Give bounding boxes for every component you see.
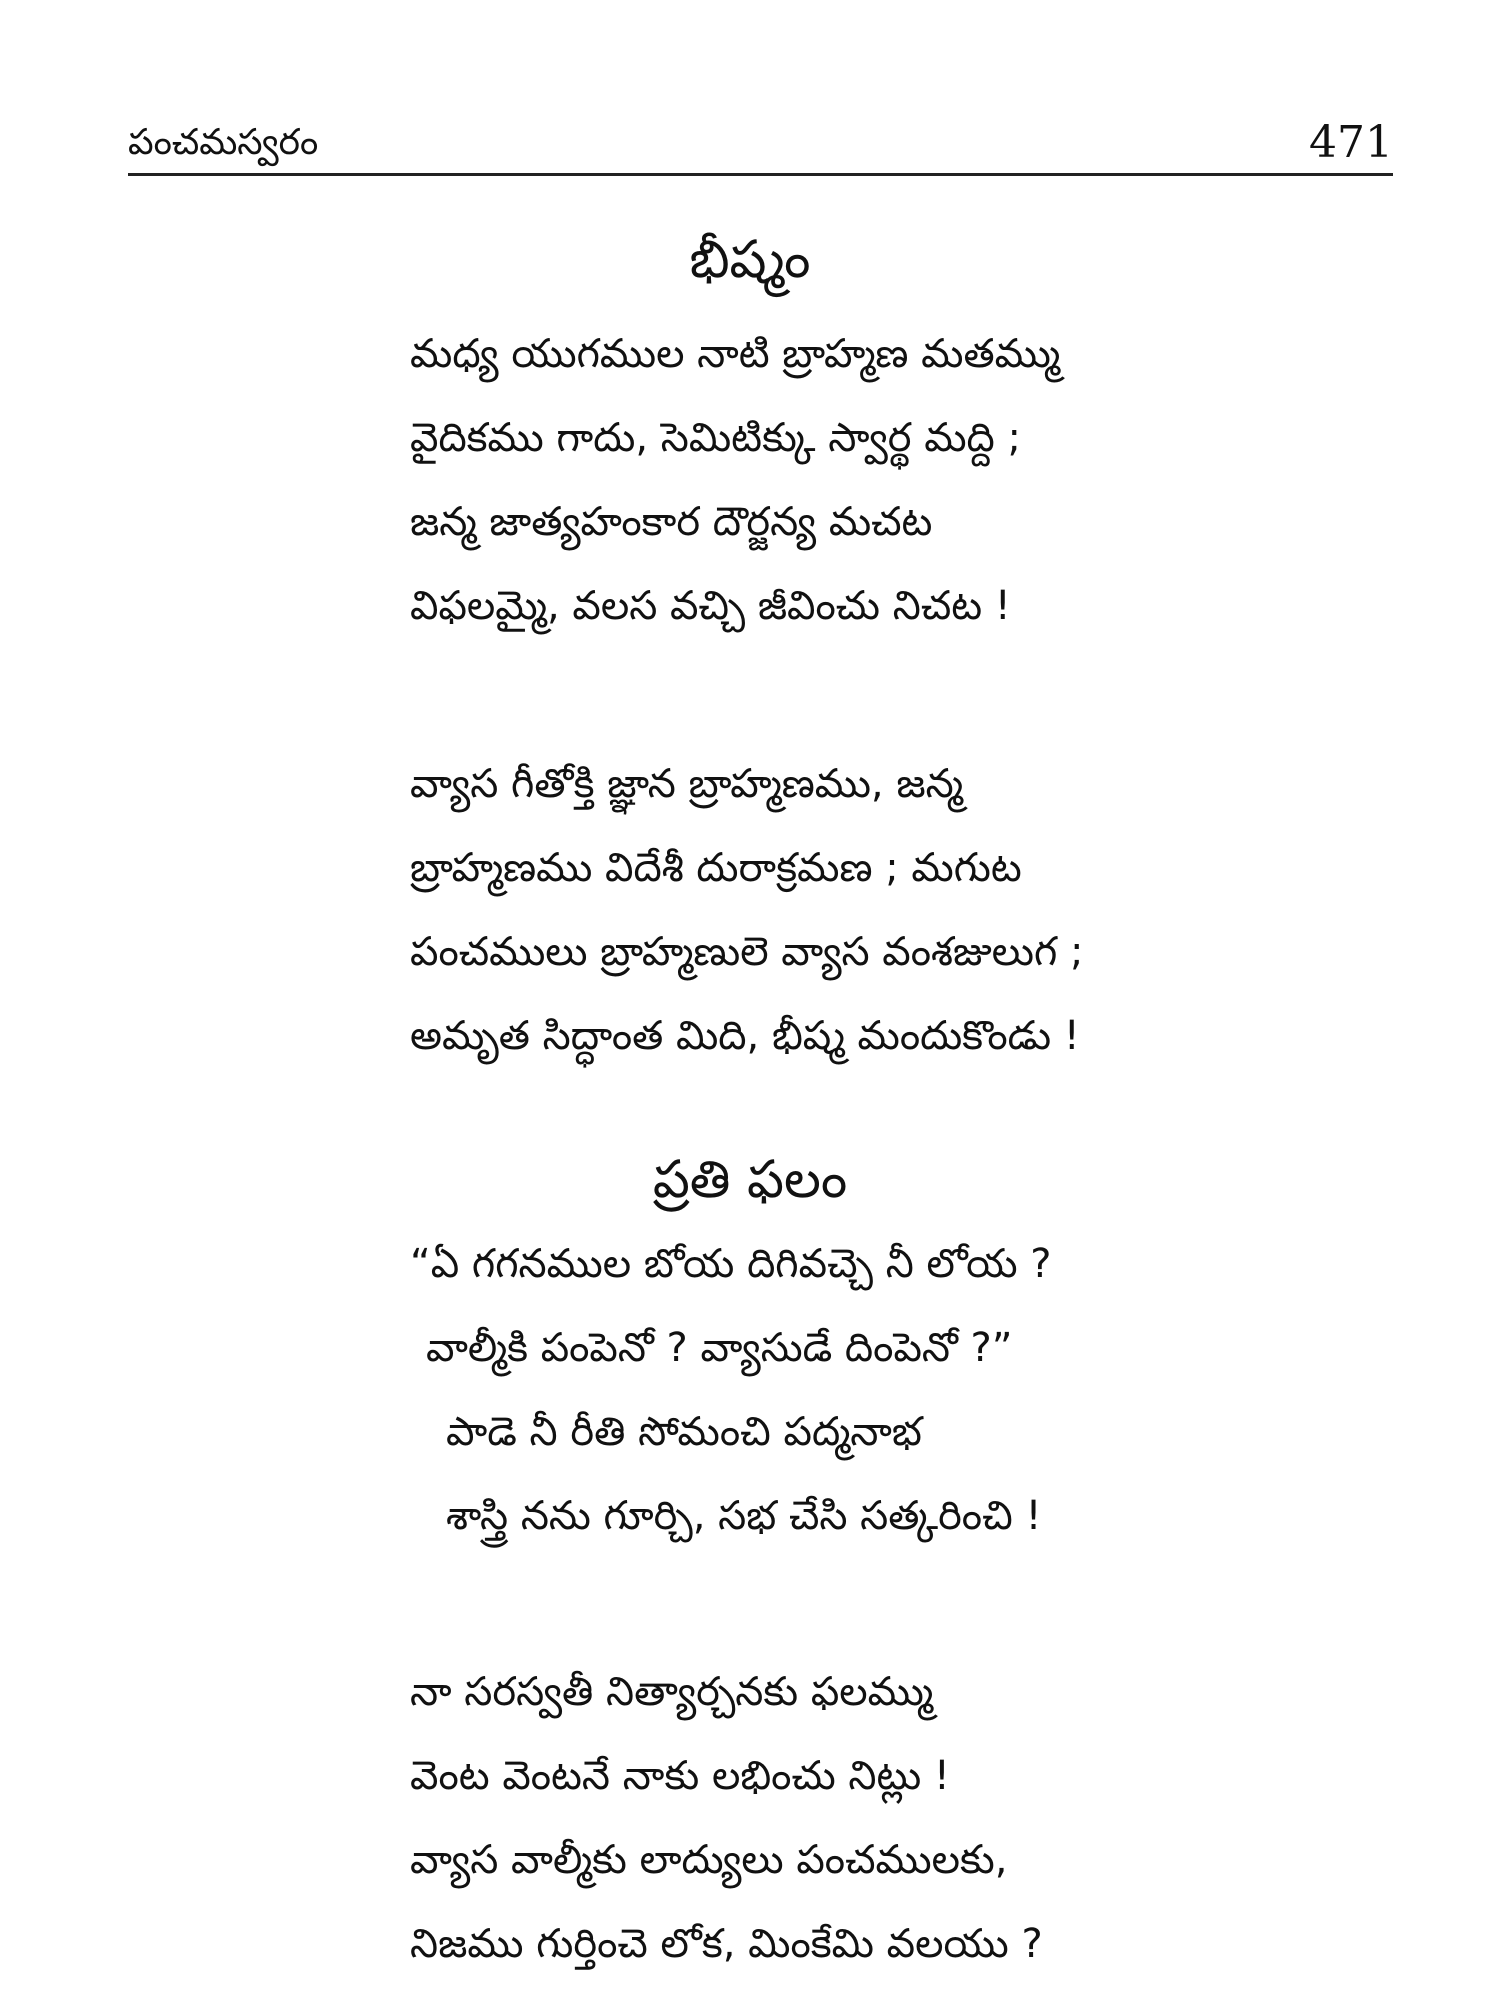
stanza xyxy=(410,312,1060,648)
poem-line: నా సరస్వతీ నిత్యార్చనకు ఫలమ్ము xyxy=(410,1669,934,1715)
poem-line: వైదికము గాదు, సెమిటిక్కు స్వార్థ మద్ది ; xyxy=(410,415,1021,461)
poem-line: వాల్మీకి పంపెనో ? వ్యాసుడే దింపెనో ?” xyxy=(426,1325,1013,1371)
stanza xyxy=(410,1650,1043,1986)
poem-line: నిజము గుర్తించె లోక, మింకేమి వలయు ? xyxy=(410,1921,1043,1967)
poem-line: అమృత సిద్ధాంత మిది, భీష్మ మందుకొండు ! xyxy=(410,1013,1080,1059)
stanza xyxy=(410,742,1083,1078)
poem-line: పాడె నీ రీతి సోమంచి పద్మనాభ xyxy=(446,1409,922,1455)
running-title: పంచమస్వరం xyxy=(128,122,319,163)
poem-line: జన్మ జాత్యహంకార దౌర్జన్య మచట xyxy=(410,499,933,545)
poem-title: భీష్మం xyxy=(689,230,811,290)
poem-line: వెంట వెంటనే నాకు లభించు నిట్లు ! xyxy=(410,1753,950,1799)
poem-title: ప్రతి ఫలం xyxy=(652,1150,848,1210)
poem-line: బ్రాహ్మణము విదేశీ దురాక్రమణ ; మగుట xyxy=(410,845,1022,891)
poem-line: శాస్త్రి నను గూర్చి, సభ చేసి సత్కరించి ! xyxy=(446,1493,1042,1539)
poem-line: మధ్య యుగముల నాటి బ్రాహ్మణ మతమ్ము xyxy=(410,331,1061,377)
poem-line: విఫలమ్మై, వలస వచ్చి జీవించు నిచట ! xyxy=(410,583,1011,629)
stanza xyxy=(410,1222,1051,1558)
page-header xyxy=(128,105,1393,176)
poem-line: వ్యాస వాల్మీకు లాద్యులు పంచములకు, xyxy=(410,1837,1008,1883)
page-number: 471 xyxy=(1309,117,1393,168)
poem-line: పంచములు బ్రాహ్మణులె వ్యాస వంశజులుగ ; xyxy=(410,929,1084,975)
poem-line: వ్యాస గీతోక్తి జ్ఞాన బ్రాహ్మణము, జన్మ xyxy=(410,761,964,807)
poem-line: “ఏ గగనముల బోయ దిగివచ్చె నీ లోయ ? xyxy=(410,1241,1052,1287)
